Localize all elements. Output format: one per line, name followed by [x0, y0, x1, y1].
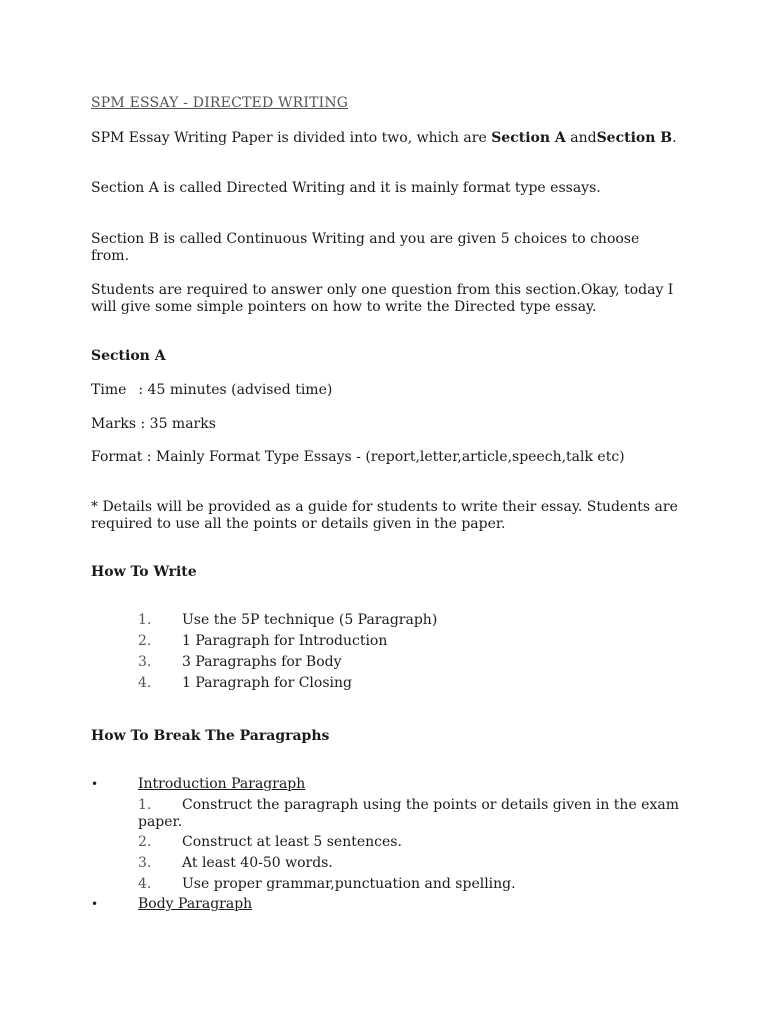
list-text: 1 Paragraph for Introduction [182, 633, 388, 649]
section-a-bold: Section A [491, 130, 566, 146]
sub-list-text-continuation: paper. [138, 814, 183, 830]
list-text: Use the 5P technique (5 Paragraph) [182, 612, 438, 628]
document-title: SPM ESSAY - DIRECTED WRITING [91, 95, 349, 111]
list-number: 2. [138, 633, 152, 649]
and-text: and [565, 130, 597, 146]
sub-list-text: Use proper grammar,punctuation and spelling. [182, 876, 516, 892]
details-line-2: required to use all the points or details given in the paper. [91, 516, 506, 532]
bullet-icon: • [91, 897, 99, 911]
how-to-write-list [91, 612, 681, 702]
section-b-description: Section B is called Continuous Writing and you are given 5 choices to choose from. [91, 231, 640, 264]
break-paragraphs-list [91, 776, 681, 916]
list-text: 1 Paragraph for Closing [182, 675, 352, 691]
section-a-description: Section A is called Directed Writing and it is mainly format type essays. [91, 180, 601, 196]
sub-list-number: 1. [138, 797, 152, 813]
sub-list-number: 3. [138, 855, 152, 871]
list-number: 4. [138, 675, 152, 691]
time-value: : 45 minutes (advised time) [138, 382, 333, 398]
bullet-icon: • [91, 777, 99, 791]
students-line-2: will give some simple pointers on how to write the Directed type essay. [91, 299, 597, 315]
body-paragraph-label: Body Paragraph [138, 896, 253, 912]
how-to-write-heading: How To Write [91, 564, 197, 580]
sub-list-text: Construct at least 5 sentences. [182, 834, 402, 850]
sub-list-number: 2. [138, 834, 152, 850]
list-text: 3 Paragraphs for Body [182, 654, 342, 670]
details-line-1: * Details will be provided as a guide for students to write their essay. Students are [91, 499, 678, 515]
students-paragraph [91, 282, 681, 316]
students-line-1: Students are required to answer only one question from this section.Okay, today I [91, 282, 674, 298]
section-a-heading: Section A [91, 348, 166, 364]
intro-period: . [672, 130, 677, 146]
time-line [91, 382, 681, 399]
sub-list-text: Construct the paragraph using the points or details given in the exam [182, 797, 679, 813]
sub-list-text: At least 40-50 words. [182, 855, 333, 871]
time-label: Time [91, 382, 127, 398]
section-b-bold: Section B [596, 130, 673, 146]
details-note [91, 499, 681, 533]
intro-paragraph [91, 130, 681, 147]
list-number: 1. [138, 612, 152, 628]
how-to-break-heading: How To Break The Paragraphs [91, 728, 330, 744]
sub-list-number: 4. [138, 876, 152, 892]
intro-text: SPM Essay Writing Paper is divided into two, which are [91, 130, 492, 146]
list-number: 3. [138, 654, 152, 670]
marks-line: Marks : 35 marks [91, 416, 216, 432]
format-line: Format : Mainly Format Type Essays - (report,letter,article,speech,talk etc) [91, 449, 625, 465]
introduction-paragraph-label: Introduction Paragraph [138, 776, 306, 792]
